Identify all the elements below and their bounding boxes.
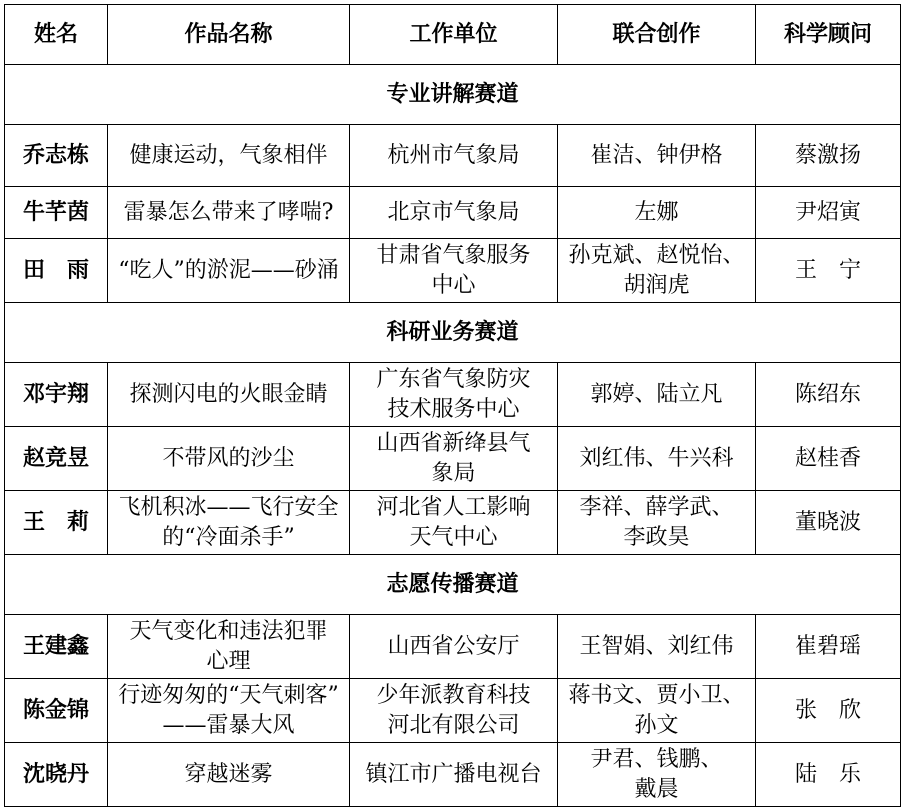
table-row	[5, 615, 901, 679]
cell-co-creators-line: 戴晨	[634, 776, 679, 802]
cell-work-unit-line: 天气中心	[409, 524, 498, 550]
cell-co-creators-line: 李政昊	[623, 524, 690, 550]
cell-work-unit-line: 中心	[431, 272, 476, 298]
header-name: 姓名	[5, 5, 108, 65]
cell-work-unit-line: 山西省新绛县气	[376, 430, 531, 456]
cell-co-creators-line: 李祥、薛学武、	[579, 494, 734, 520]
cell-science-advisor: 张 欣	[756, 679, 901, 743]
cell-work-unit	[350, 743, 558, 807]
cell-co-creators	[558, 743, 756, 807]
cell-name: 沈晓丹	[5, 743, 108, 807]
cell-science-advisor: 王 宁	[756, 239, 901, 303]
cell-co-creators-line: 王智娟、刘红伟	[579, 633, 734, 659]
table-row	[5, 427, 901, 491]
cell-work-title-line: 天气变化和违法犯罪	[129, 618, 328, 644]
cell-work-title-line: 飞机积冰——飞行安全	[118, 494, 339, 520]
cell-work-title-line: ——雷暴大风	[162, 712, 295, 738]
cell-work-unit	[350, 125, 558, 187]
cell-co-creators-line: 刘红伟、牛兴科	[579, 445, 734, 471]
cell-work-unit	[350, 427, 558, 491]
cell-work-unit-line: 技术服务中心	[387, 396, 520, 422]
table-row	[5, 363, 901, 427]
section-row	[5, 303, 901, 363]
table-row	[5, 187, 901, 239]
cell-name: 王 莉	[5, 491, 108, 555]
cell-co-creators	[558, 491, 756, 555]
cell-co-creators	[558, 679, 756, 743]
cell-work-title	[108, 239, 350, 303]
section-title: 志愿传播赛道	[5, 555, 901, 615]
cell-co-creators-line: 孙克斌、赵悦怡、	[568, 242, 745, 268]
table-body	[5, 5, 901, 807]
section-title: 科研业务赛道	[5, 303, 901, 363]
section-title: 专业讲解赛道	[5, 65, 901, 125]
cell-co-creators	[558, 427, 756, 491]
cell-name: 乔志栋	[5, 125, 108, 187]
cell-work-title-line: 穿越迷雾	[184, 761, 273, 787]
cell-co-creators	[558, 615, 756, 679]
cell-science-advisor: 崔碧瑶	[756, 615, 901, 679]
cell-work-unit	[350, 187, 558, 239]
table-row	[5, 491, 901, 555]
cell-work-unit-line: 广东省气象防灾	[376, 366, 531, 392]
cell-name: 王建鑫	[5, 615, 108, 679]
table-row	[5, 239, 901, 303]
cell-work-title-line: 行迹匆匆的“天气刺客”	[118, 682, 339, 708]
section-row	[5, 555, 901, 615]
table-row	[5, 125, 901, 187]
cell-work-title	[108, 491, 350, 555]
cell-co-creators-line: 孙文	[634, 712, 679, 738]
cell-work-title-line: 雷暴怎么带来了哮喘?	[123, 199, 334, 225]
cell-science-advisor: 赵桂香	[756, 427, 901, 491]
cell-work-title-line: 的“冷面杀手”	[162, 524, 295, 550]
cell-work-title-line: 不带风的沙尘	[162, 445, 295, 471]
cell-science-advisor: 蔡激扬	[756, 125, 901, 187]
cell-work-unit-line: 河北有限公司	[387, 712, 520, 738]
cell-work-title-line: “吃人”的淤泥——砂涌	[118, 257, 339, 283]
cell-work-title-line: 健康运动，气象相伴	[129, 142, 328, 168]
cell-name: 陈金锦	[5, 679, 108, 743]
cell-work-title	[108, 743, 350, 807]
cell-science-advisor: 陈绍东	[756, 363, 901, 427]
cell-work-unit	[350, 679, 558, 743]
cell-co-creators-line: 蒋书文、贾小卫、	[568, 682, 745, 708]
cell-co-creators-line: 郭婷、陆立凡	[590, 381, 723, 407]
cell-co-creators	[558, 239, 756, 303]
cell-work-title	[108, 615, 350, 679]
cell-work-unit-line: 少年派教育科技	[376, 682, 531, 708]
table-row	[5, 679, 901, 743]
cell-co-creators-line: 尹君、钱鹏、	[590, 746, 723, 772]
cell-name: 牛芊茵	[5, 187, 108, 239]
cell-work-unit	[350, 615, 558, 679]
cell-work-unit-line: 山西省公安厅	[387, 633, 520, 659]
cell-name: 赵竞昱	[5, 427, 108, 491]
cell-co-creators	[558, 187, 756, 239]
cell-work-unit	[350, 239, 558, 303]
cell-work-title	[108, 679, 350, 743]
cell-name: 田 雨	[5, 239, 108, 303]
cell-work-title-line: 探测闪电的火眼金睛	[129, 381, 328, 407]
cell-work-title	[108, 427, 350, 491]
header-row	[5, 5, 901, 65]
cell-work-title	[108, 125, 350, 187]
cell-work-unit-line: 镇江市广播电视台	[365, 761, 542, 787]
cell-work-unit-line: 北京市气象局	[387, 199, 520, 225]
cell-work-title	[108, 187, 350, 239]
header-work-title: 作品名称	[108, 5, 350, 65]
cell-co-creators-line: 崔洁、钟伊格	[590, 142, 723, 168]
cell-work-unit-line: 象局	[431, 460, 476, 486]
cell-co-creators-line: 胡润虎	[623, 272, 690, 298]
cell-work-unit-line: 杭州市气象局	[387, 142, 520, 168]
cell-work-unit	[350, 363, 558, 427]
section-row	[5, 65, 901, 125]
cell-science-advisor: 陆 乐	[756, 743, 901, 807]
cell-co-creators-line: 左娜	[634, 199, 679, 225]
table-row	[5, 743, 901, 807]
cell-name: 邓宇翔	[5, 363, 108, 427]
cell-work-unit-line: 河北省人工影响	[376, 494, 531, 520]
award-table	[4, 4, 901, 807]
cell-co-creators	[558, 125, 756, 187]
cell-work-unit	[350, 491, 558, 555]
cell-science-advisor: 尹炤寅	[756, 187, 901, 239]
header-science-advisor: 科学顾问	[756, 5, 901, 65]
header-work-unit: 工作单位	[350, 5, 558, 65]
cell-co-creators	[558, 363, 756, 427]
header-co-creators: 联合创作	[558, 5, 756, 65]
cell-work-title	[108, 363, 350, 427]
cell-science-advisor: 董晓波	[756, 491, 901, 555]
cell-work-unit-line: 甘肃省气象服务	[376, 242, 531, 268]
cell-work-title-line: 心理	[206, 648, 251, 674]
